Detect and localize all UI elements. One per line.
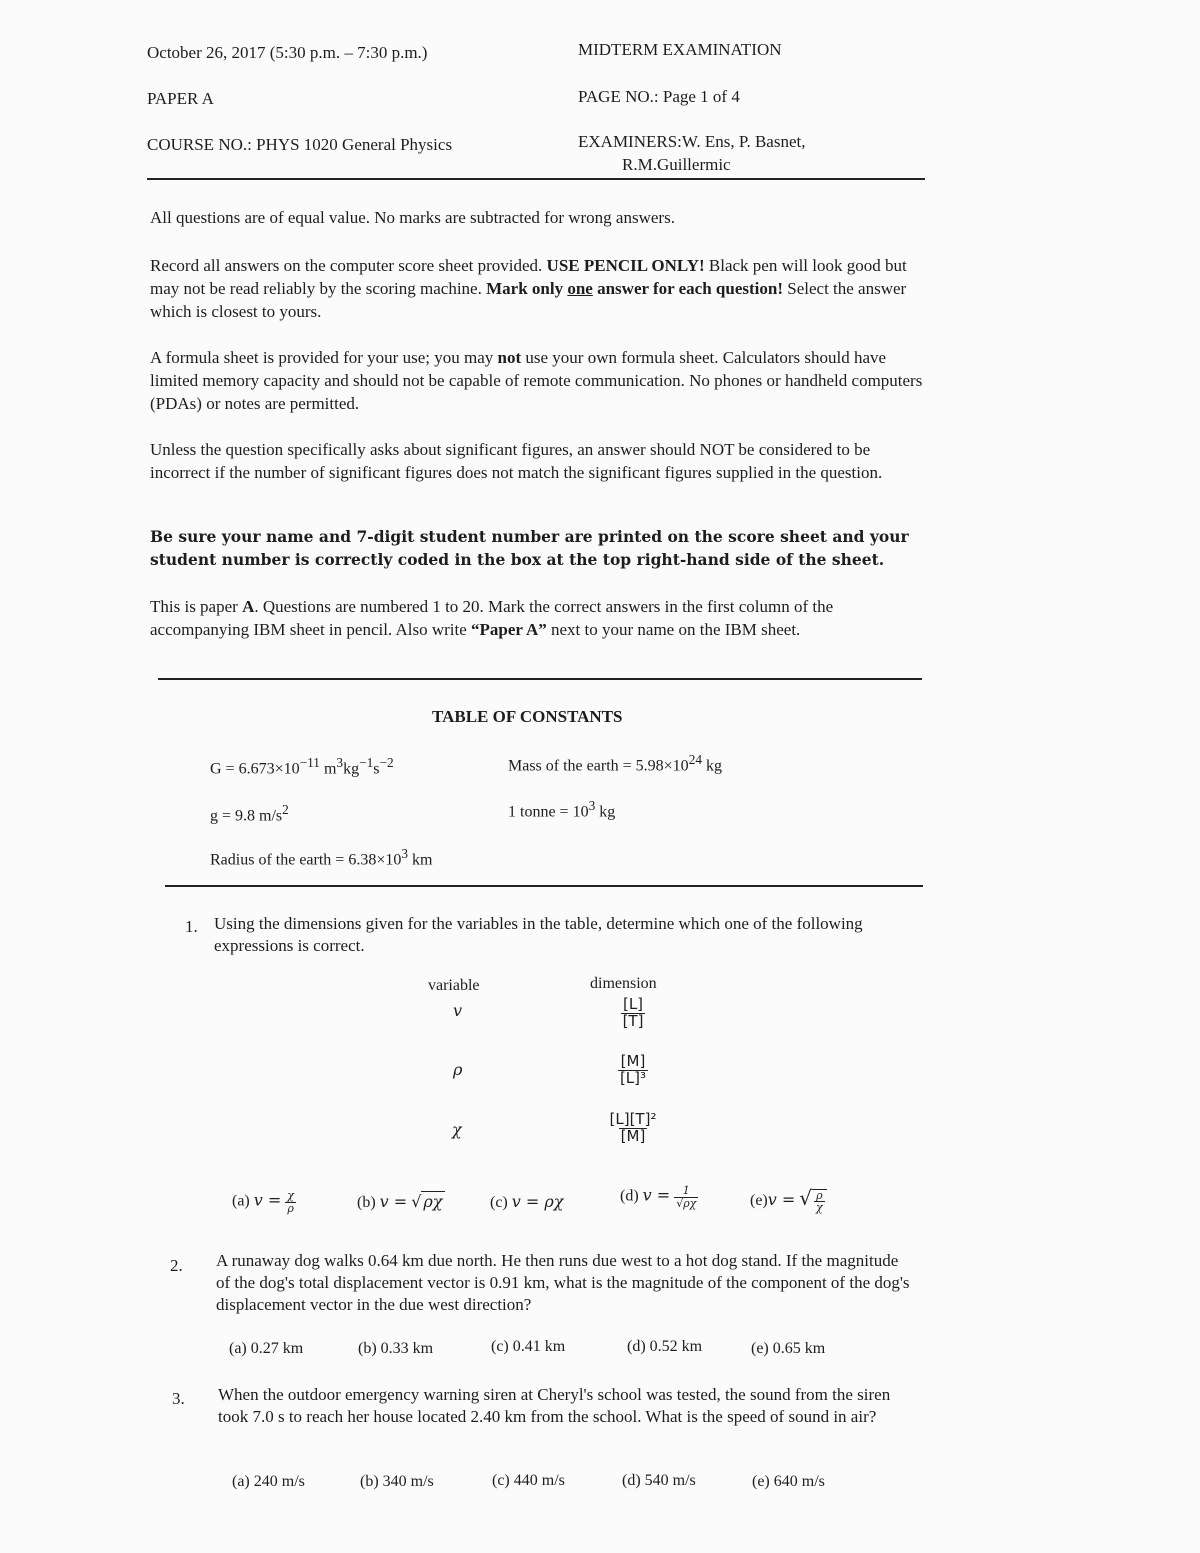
constant-gravitational: $G = 6.673\times 10^{-11}$ $m^3kg^{-1}s^{-2}$ xyxy=(210,755,394,778)
q2-option-d: (d) 0.52 km xyxy=(627,1338,703,1355)
q1-table-dim-rho: $\frac{[M]}{\text{[L]³}}$ xyxy=(619,1052,647,1087)
constant-earth-radius: Radius of the earth = $6.38\times 10^3$ km xyxy=(210,846,433,869)
q1-table-dim-v: $\frac{[L]}{[T]}$ xyxy=(622,995,644,1030)
question-1-number: 1. xyxy=(185,917,198,936)
instruction-formula-sheet: A formula sheet is provided for your use; you may not use your own formula sheet. Calculators should have limited memory capacity and should not be capable of remote communication. No phones or handheld computers (PDAs) or notes are permitted. xyxy=(150,348,923,413)
q1-table-var-chi: χ xyxy=(452,1120,462,1139)
paper-label: PAPER A xyxy=(147,89,214,108)
q1-table-var-rho: ρ xyxy=(453,1060,463,1079)
question-3-number: 3. xyxy=(172,1389,185,1408)
constant-tonne: 1 tonne = $10^3$ kg xyxy=(508,798,616,821)
q1-table-var-v: v xyxy=(453,1001,463,1020)
course-number: COURSE NO.: PHYS 1020 General Physics xyxy=(147,135,453,154)
constants-top-divider xyxy=(158,678,922,680)
q2-option-c: (c) 0.41 km xyxy=(491,1338,566,1355)
q1-option-b: (b) v = √ ρχ xyxy=(357,1192,443,1211)
q3-option-e: (e) 640 m/s xyxy=(752,1473,825,1490)
q1-table-header-dimension: dimension xyxy=(590,975,657,992)
constants-bottom-divider xyxy=(165,885,923,887)
q1-option-e: (e)v = √ $\frac{\rho}{\chi}$ xyxy=(750,1186,827,1214)
instruction-equal-value: All questions are of equal value. No marks are subtracted for wrong answers. xyxy=(150,208,675,227)
exam-title: MIDTERM EXAMINATION xyxy=(578,40,782,59)
question-2-number: 2. xyxy=(170,1256,183,1275)
header-divider xyxy=(147,178,925,180)
constant-g: g = 9.8 $m/s^2$ xyxy=(210,802,289,825)
instruction-student-number: Be sure your name and 7-digit student number are printed on the score sheet and your student number is correctly coded in the box at the top right-hand side of the sheet. xyxy=(150,527,909,569)
question-2-text: A runaway dog walks 0.64 km due north. He then runs due west to a hot dog stand. If the magnitude of the dog's total displacement vector is 0.91 km, what is the magnitude of the component of the dog's displacement vector in the due west direction? xyxy=(216,1251,910,1314)
q1-option-d: (d) v = $\frac{1}{√\rho\chi}$ xyxy=(620,1184,697,1210)
q2-option-a: (a) 0.27 km xyxy=(229,1340,304,1357)
question-1-text: Using the dimensions given for the variables in the table, determine which one of the following expressions is correct. xyxy=(214,914,863,955)
exam-date: October 26, 2017 (5:30 p.m. – 7:30 p.m.) xyxy=(147,43,428,62)
q2-option-b: (b) 0.33 km xyxy=(358,1340,434,1357)
page-number: PAGE NO.: Page 1 of 4 xyxy=(578,87,740,106)
q1-option-a: (a) v = $\frac{\chi}{\rho}$ xyxy=(232,1189,294,1215)
q1-option-c: (c) v = ρχ xyxy=(490,1192,564,1211)
instruction-paper-a: This is paper A. Questions are numbered 1 to 20. Mark the correct answers in the first column of the accompanying IBM sheet in pencil. Also write “Paper A” next to your name on the IBM sheet. xyxy=(150,597,834,639)
examiners-line1: EXAMINERS:W. Ens, P. Basnet, xyxy=(578,132,806,151)
instruction-significant-figures: Unless the question specifically asks about significant figures, an answer should NOT be considered to be incorrect if the number of significant figures does not match the significant figures supplied in the question. xyxy=(150,440,883,482)
examiners-line2: R.M.Guillermic xyxy=(622,155,731,174)
constant-earth-mass: Mass of the earth = $5.98\times 10^{24}$ kg xyxy=(508,752,723,775)
q3-option-d: (d) 540 m/s xyxy=(622,1472,696,1489)
q2-option-e: (e) 0.65 km xyxy=(751,1340,826,1357)
instruction-record-answers: Record all answers on the computer score sheet provided. USE PENCIL ONLY! Black pen will look good but may not be read reliably by the scoring machine. Mark only one answer for each question! Select the answer which is closest to yours. xyxy=(150,256,907,321)
q1-table-dim-chi: $\frac{\text{[L][T]²}}{[M]}$ xyxy=(609,1110,657,1145)
q3-option-a: (a) 240 m/s xyxy=(232,1473,305,1490)
q3-option-b: (b) 340 m/s xyxy=(360,1473,434,1490)
q1-table-header-variable: variable xyxy=(428,977,480,994)
constants-title: TABLE OF CONSTANTS xyxy=(432,707,623,726)
question-3-text: When the outdoor emergency warning siren at Cheryl's school was tested, the sound from the siren took 7.0 s to reach her house located 2.40 km from the school. What is the speed of sound in air? xyxy=(218,1385,891,1426)
q3-option-c: (c) 440 m/s xyxy=(492,1472,565,1489)
